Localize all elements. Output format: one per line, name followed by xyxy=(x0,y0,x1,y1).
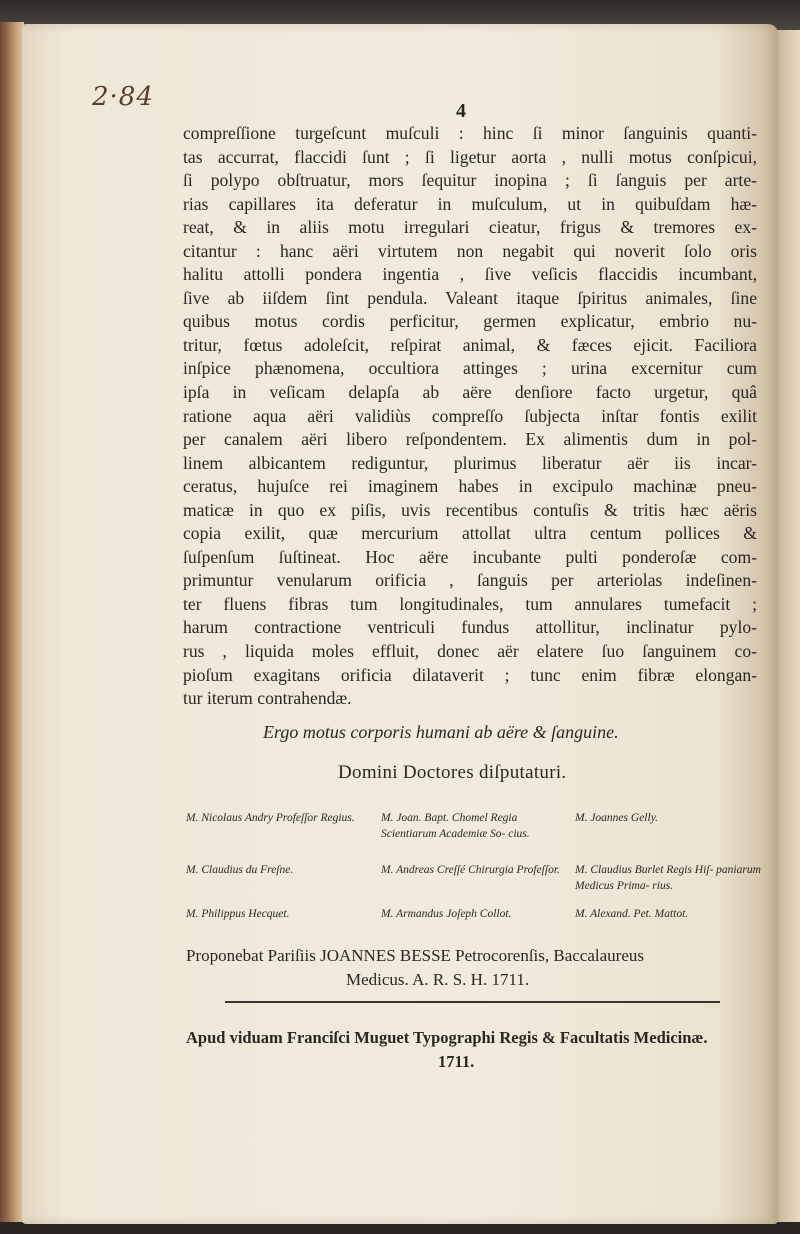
body-line: linem albicantem rediguntur, plurimus liberatur aër iis incar- xyxy=(183,452,757,473)
respondent-line-1: Proponebat Pariſiis JOANNES BESSE Petrocorenſis, Baccalaureus xyxy=(186,946,644,965)
doctor-entry: M. Alexand. Pet. Mattot. xyxy=(575,908,689,920)
thesis-body-text xyxy=(183,122,757,711)
body-line: inſpice phænomena, occultiora attinges ; urina excernitur cum xyxy=(183,358,757,379)
divider-rule xyxy=(225,1001,720,1003)
body-line: quibus motus cordis perficitur, germen explicatur, embrio nu- xyxy=(183,311,757,332)
body-line: harum contractione ventriculi fundus attollitur, inclinatur pylo- xyxy=(183,617,757,638)
body-line: tur iterum contrahendæ. xyxy=(183,688,352,709)
doctor-entry: M. Armandus Joſeph Collot. xyxy=(381,908,512,920)
doctor-entry: M. Claudius Burlet Regis Hiſ- paniarum Medicus Prima- rius. xyxy=(575,864,761,892)
doctor-entry: M. Nicolaus Andry Profeſſor Regius. xyxy=(186,812,355,824)
body-line: tas accurrat, flaccidi ſunt ; ſi ligetur aorta , nulli motus conſpicui, xyxy=(183,146,757,167)
doctor-entry: M. Joan. Bapt. Chomel Regia Scientiarum Academiæ So- cius. xyxy=(381,812,530,840)
doctor-entry: M. Andreas Creſſé Chirurgia Profeſſor. xyxy=(381,864,560,876)
printer-imprint xyxy=(186,1026,761,1074)
body-line: citantur : hanc aëri virtutem non negabit qui noverit ſolo oris xyxy=(183,240,757,261)
body-line: ipſa in veſicam delapſa ab aëre denſiore facto urgetur, quâ xyxy=(183,382,757,403)
body-line: per canalem aëri libero reſpondentem. Ex alimentis dum in pol- xyxy=(183,429,757,450)
respondent-line-2: Medicus. A. R. S. H. 1711. xyxy=(346,970,530,989)
body-line: primuntur venularum orificia , ſanguis per arteriolas indeſinen- xyxy=(183,570,757,591)
doctor-entry: M. Joannes Gelly. xyxy=(575,812,659,824)
imprint-year: 1711. xyxy=(438,1052,475,1071)
page-number: 4 xyxy=(456,100,466,122)
body-line: pioſum exagitans orificia dilataverit ; tunc enim fibræ elongan- xyxy=(183,664,757,685)
body-line: rus , liquida moles effluit, donec aër elatere ſuo ſanguinem co- xyxy=(183,641,757,662)
body-line: copia exilit, quæ mercurium attollat ultra centum pollices & xyxy=(183,523,757,544)
body-line: ſuſpenſum ſuſtineat. Hoc aëre incubante pulti ponderoſæ com- xyxy=(183,546,757,567)
book-spine-edge xyxy=(0,22,24,1234)
thesis-conclusion: Ergo motus corporis humani ab aëre & ſanguine. xyxy=(263,722,619,742)
body-line: reat, & in aliis motu irregulari cieatur, frigus & tremores ex- xyxy=(183,217,757,238)
body-line: tritur, fœtus adoleſcit, reſpirat animal, & fæces ejicit. Faciliora xyxy=(183,334,757,355)
body-line: compreſſione turgeſcunt muſculi : hinc ſi minor ſanguinis quanti- xyxy=(183,123,757,143)
body-line: rias capillares ita deferatur in muſculum, ut in quibuſdam hæ- xyxy=(183,193,757,214)
doctor-entry: M. Philippus Hecquet. xyxy=(186,908,290,920)
doctor-entry: M. Claudius du Freſne. xyxy=(186,864,294,876)
imprint-line-1: Apud viduam Franciſci Muguet Typographi Regis & Facultatis Medicinæ. xyxy=(186,1028,708,1047)
body-line: halitu attolli pondera ingentia , ſive veſicis flaccidis incumbant, xyxy=(183,264,757,285)
body-line: ſive ab iiſdem ſint pendula. Valeant itaque ſpiritus animales, ſine xyxy=(183,287,757,308)
body-line: maticæ in quo ex piſis, uvis recentibus contuſis & tritis hæc aëris xyxy=(183,499,757,520)
doctors-heading: Domini Doctores diſputaturi. xyxy=(338,762,567,783)
body-line: ter fluens fibras tum longitudinales, tum annulares tumefacit ; xyxy=(183,593,757,614)
body-line: ſi polypo obſtruatur, mors ſequitur inopina ; ſi ſanguis per arte- xyxy=(183,170,757,191)
body-line: ceratus, hujuſce rei imaginem habes in excipulo machinæ pneu- xyxy=(183,476,757,497)
manuscript-number: 2·84 xyxy=(92,82,154,112)
respondent-statement xyxy=(186,944,746,992)
body-line: ratione aqua aëri validiùs compreſſo ſubjecta inſtar fontis exilit xyxy=(183,405,757,426)
